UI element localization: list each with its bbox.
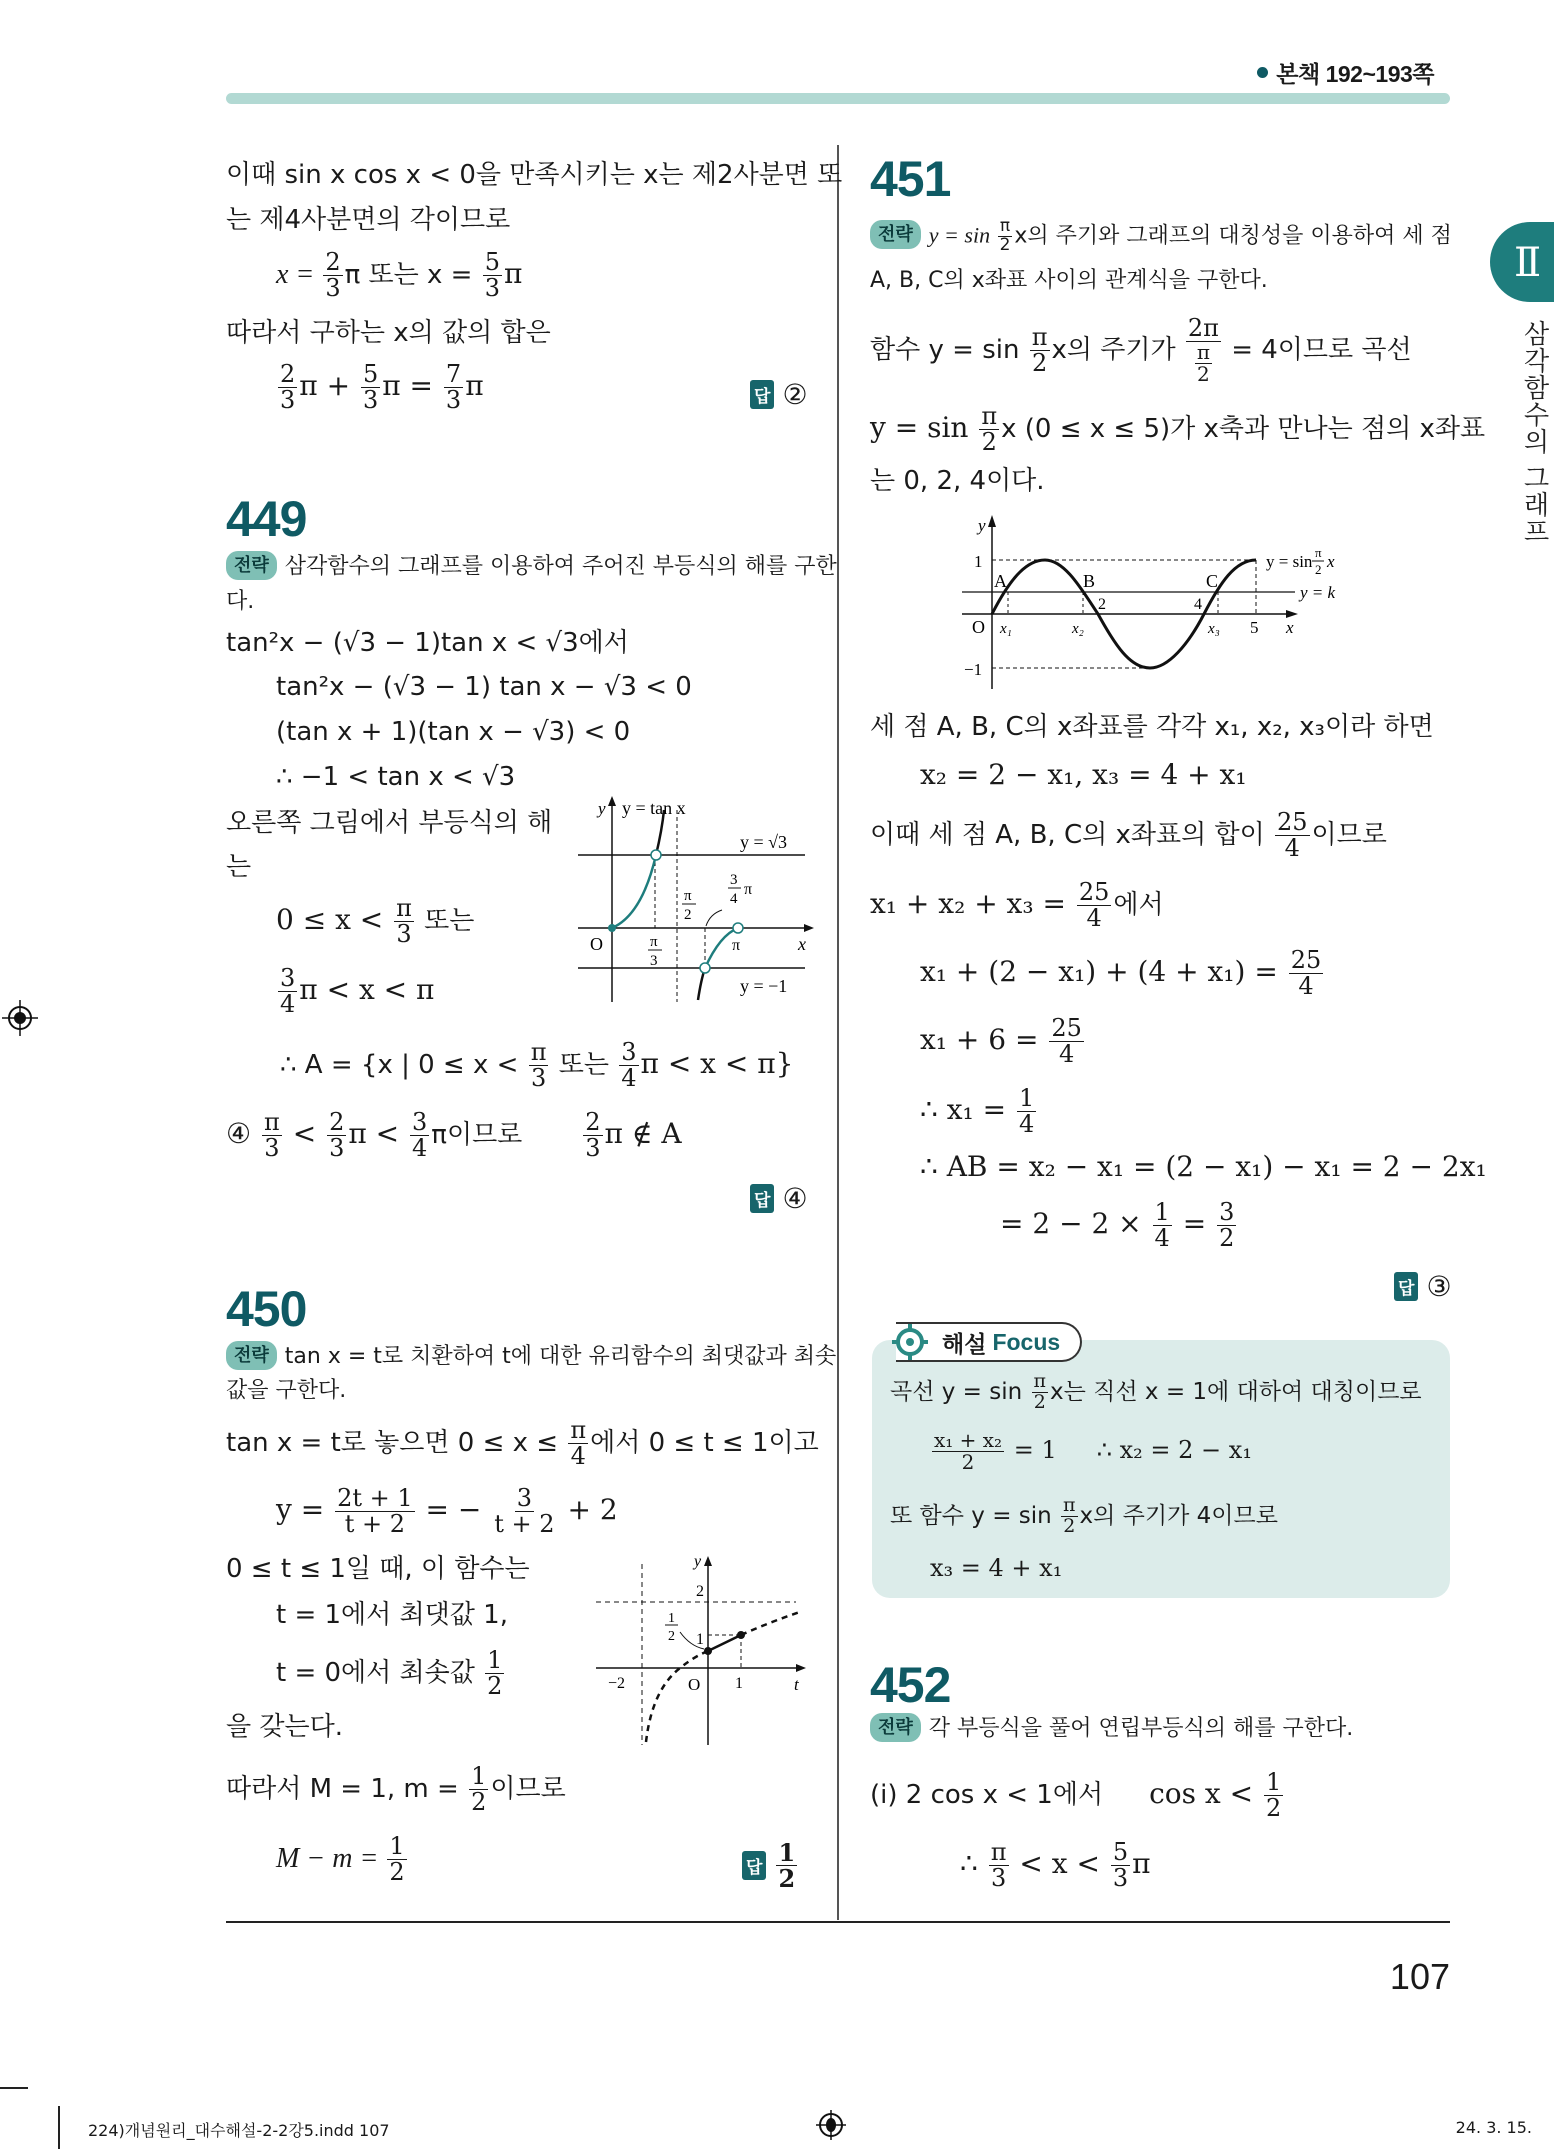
svg-text:2: 2 [668, 1629, 675, 1644]
bottom-rule [226, 1921, 1450, 1923]
text-line: 0 ≤ t ≤ 1일 때, 이 함수는 [226, 1554, 530, 1584]
crop-mark [0, 2087, 28, 2089]
svg-text:y = −1: y = −1 [740, 976, 788, 996]
svg-text:−1: −1 [964, 660, 983, 679]
strategy-line: 값을 구한다. [226, 1378, 347, 1403]
svg-text:1: 1 [735, 1675, 743, 1692]
svg-text:π: π [684, 888, 692, 904]
problem-number: 451 [870, 151, 951, 207]
equation: (tan x + 1)(tan x − √3) < 0 [276, 717, 631, 747]
registration-mark-icon [2, 1000, 38, 1036]
equation: x₁ + (2 − x₁) + (4 + x₁) = $\frac{25}{4}$ [920, 946, 1322, 1001]
text-line: 는 [226, 852, 252, 882]
svg-text:3: 3 [650, 953, 658, 969]
sine-graph [950, 505, 1370, 690]
equation: (i) 2 cos x < 1에서 cos x < $\frac{1}{2}$ [870, 1768, 1282, 1823]
svg-text:O: O [590, 934, 603, 954]
svg-text:3: 3 [730, 872, 738, 888]
text-line: 오른쪽 그림에서 부등식의 해 [226, 808, 553, 838]
problem-number: 452 [870, 1657, 951, 1713]
svg-text:x₂: x₂ [1072, 621, 1084, 637]
column-divider [837, 145, 839, 1920]
focus-line: 곡선 y = sin $\frac{\pi}{2}$ x는 직선 x = 1에 대하여 대칭이므로 [890, 1370, 1422, 1413]
focus-line: $\frac{\text{x₁ + x₂}}{2}$ = 1 ∴ x₂ = 2 − x₁ [934, 1428, 1252, 1474]
text-line: 따라서 M = 1, m = $\frac{1}{2}$ 이므로 [226, 1762, 566, 1817]
text-line: t = 0에서 최솟값 $\frac{1}{2}$ [276, 1646, 503, 1701]
strategy-badge: 전략 [226, 551, 277, 580]
svg-text:x: x [798, 934, 806, 954]
svg-text:t: t [794, 1675, 799, 1694]
focus-line: x₃ = 4 + x₁ [930, 1554, 1063, 1582]
text-line: 는 0, 2, 4이다. [870, 466, 1045, 496]
svg-text:O: O [688, 1675, 701, 1694]
svg-text:π: π [732, 937, 741, 954]
equation: y = $\frac{2t + 1}{t + 2}$ = − $\frac{3}{t + 2}$ + 2 [276, 1484, 618, 1539]
svg-text:y = sin: y = sin [1266, 552, 1313, 571]
text-line: t = 1에서 최댓값 1, [276, 1600, 508, 1630]
tan-graph [570, 790, 820, 1010]
text-line: 을 갖는다. [226, 1712, 343, 1742]
text-line: 는 제4사분면의 각이므로 [226, 205, 511, 235]
svg-text:y = k: y = k [1300, 583, 1336, 602]
svg-text:1: 1 [696, 1631, 704, 1648]
equation: 함수 y = sin $\frac{\pi}{2}$ x의 주기가 $\frac{2\pi}{\frac{\pi}{2}}$ = 4이므로 곡선 [870, 314, 1412, 387]
page-header [1257, 56, 1434, 89]
svg-text:π: π [1315, 545, 1322, 560]
registration-mark-icon [816, 2110, 846, 2140]
equation: ∴ x₁ = $\frac{1}{4}$ [920, 1084, 1035, 1139]
svg-text:4: 4 [730, 891, 738, 907]
svg-text:2: 2 [684, 907, 692, 923]
text-line: 따라서 구하는 x의 값의 합은 [226, 318, 551, 348]
svg-text:x₁: x₁ [1000, 621, 1012, 637]
answer-badge: 답 [742, 1851, 766, 1880]
strategy-line: 전략 y = sin $\frac{\pi}{2}$ x의 주기와 그래프의 대칭성을 이용하여 세 점 [870, 218, 1452, 255]
page-number: 107 [1389, 1956, 1450, 1997]
svg-text:π: π [744, 881, 753, 898]
equation: ∴ $\frac{\pi}{3}$ < x < $\frac{5}{3}$ π [960, 1838, 1151, 1893]
answer-mark: 답 $\frac{1}{2}$ [742, 1840, 799, 1891]
header-bar [226, 93, 1450, 104]
equation: x₂ = 2 − x₁, x₃ = 4 + x₁ [920, 758, 1247, 791]
equation: x = $\frac{2}{3}$ π 또는 x = $\frac{5}{3}$ π [276, 248, 523, 303]
answer-badge: 답 [1394, 1272, 1418, 1301]
answer-badge: 답 [750, 1184, 774, 1213]
chapter-tab [1490, 222, 1554, 302]
svg-text:1: 1 [974, 552, 983, 571]
strategy-line: 전략 tan x = t로 치환하여 t에 대한 유리함수의 최댓값과 최솟 [226, 1340, 836, 1373]
answer-mark: 답 ④ [750, 1182, 808, 1215]
answer-badge: 답 [750, 380, 774, 409]
equation: tan x = t로 놓으면 0 ≤ x ≤ $\frac{\pi}{4}$ 에서 0 ≤ t ≤ 1이고 [226, 1416, 819, 1471]
problem-number: 449 [226, 491, 307, 547]
rational-function-graph [580, 1550, 820, 1750]
chapter-number: Ⅱ [1514, 239, 1542, 285]
svg-text:O: O [972, 617, 985, 637]
target-icon [890, 1322, 930, 1362]
svg-text:4: 4 [1194, 596, 1202, 613]
equation: x₁ + x₂ + x₃ = $\frac{25}{4}$ 에서 [870, 878, 1164, 933]
svg-text:B: B [1083, 571, 1096, 591]
strategy-badge: 전략 [870, 220, 921, 249]
header-page-ref: 본책 192~193쪽 [1276, 61, 1434, 87]
svg-text:2: 2 [696, 1583, 704, 1600]
svg-text:−2: −2 [608, 1675, 626, 1692]
set-definition: ∴ A = {x | 0 ≤ x < $\frac{\pi}{3}$ 또는 $\frac{3}{4}$ π < x < π} [280, 1038, 794, 1093]
equation: x₁ + 6 = $\frac{25}{4}$ [920, 1014, 1082, 1069]
footer-file-name: 224)개념원리_대수해설-2-2강5.indd 107 [88, 2121, 390, 2140]
chapter-title: 삼각함수의 그래프 [1519, 320, 1549, 546]
equation: y = sin $\frac{\pi}{2}$ x (0 ≤ x ≤ 5)가 x축과 만나는 점의 x좌표 [870, 402, 1486, 457]
svg-text:x: x [1327, 552, 1335, 571]
equation: $\frac{2}{3}$ π + $\frac{5}{3}$ π = $\frac{7}{3}$ π [280, 360, 484, 415]
problem-number: 450 [226, 1281, 307, 1337]
strategy-badge: 전략 [226, 1341, 277, 1370]
svg-text:A: A [994, 571, 1007, 591]
footer-date: 24. 3. 15. [1455, 2118, 1532, 2137]
svg-text:y: y [978, 516, 986, 535]
strategy-line: A, B, C의 x좌표 사이의 관계식을 구한다. [870, 268, 1268, 293]
strategy-badge: 전략 [870, 1713, 921, 1742]
svg-text:x₃: x₃ [1208, 621, 1220, 637]
strategy-line: 전략 삼각함수의 그래프를 이용하여 주어진 부등식의 해를 구한 [226, 550, 837, 583]
svg-text:2: 2 [1315, 562, 1322, 577]
focus-line: 또 함수 y = sin $\frac{\pi}{2}$ x의 주기가 4이므로 [890, 1494, 1278, 1537]
equation: 0 ≤ x < $\frac{\pi}{3}$ 또는 [276, 894, 475, 949]
equation: tan²x − (√3 − 1)tan x < √3에서 [226, 628, 629, 658]
bullet-dot-icon [1257, 67, 1268, 78]
svg-text:y = √3: y = √3 [740, 832, 788, 852]
strategy-line: 다. [226, 589, 255, 614]
strategy-line: 전략 각 부등식을 풀어 연립부등식의 해를 구한다. [870, 1712, 1353, 1745]
svg-text:5: 5 [1250, 618, 1259, 637]
text-line: 이때 세 점 A, B, C의 x좌표의 합이 $\frac{25}{4}$ 이므로 [870, 808, 1387, 863]
svg-text:1: 1 [668, 1611, 675, 1626]
text-line: 이때 sin x cos x < 0을 만족시키는 x는 제2사분면 또 [226, 160, 843, 190]
crop-mark [58, 2106, 60, 2149]
focus-title: 해설 Focus [896, 1322, 1082, 1362]
svg-text:y: y [694, 1553, 702, 1570]
answer-mark: 답 ② [750, 378, 808, 411]
svg-text:2: 2 [1098, 596, 1106, 613]
equation: tan²x − (√3 − 1) tan x − √3 < 0 [276, 672, 692, 702]
svg-text:C: C [1206, 571, 1219, 591]
svg-text:π: π [650, 934, 658, 950]
text-line: 세 점 A, B, C의 x좌표를 각각 x₁, x₂, x₃이라 하면 [870, 712, 1434, 742]
svg-text:y: y [598, 799, 606, 818]
equation: ∴ −1 < tan x < √3 [276, 762, 516, 792]
svg-text:y = tan x: y = tan x [622, 798, 686, 818]
equation: $\frac{3}{4}$ π < x < π [280, 964, 435, 1019]
result-equation: M − m = $\frac{1}{2}$ [276, 1832, 405, 1887]
svg-text:x: x [1286, 618, 1294, 637]
answer-mark: 답 ③ [1394, 1270, 1452, 1303]
equation: ∴ AB = x₂ − x₁ = (2 − x₁) − x₁ = 2 − 2x₁ [920, 1150, 1487, 1183]
equation: = 2 − 2 × $\frac{1}{4}$ = $\frac{3}{2}$ [1000, 1198, 1235, 1253]
choice-check: ④ $\frac{\pi}{3}$ < $\frac{2}{3}$ π < $\frac{3}{4}$ π이므로 $\frac{2}{3}$ π ∉ A [226, 1108, 682, 1163]
